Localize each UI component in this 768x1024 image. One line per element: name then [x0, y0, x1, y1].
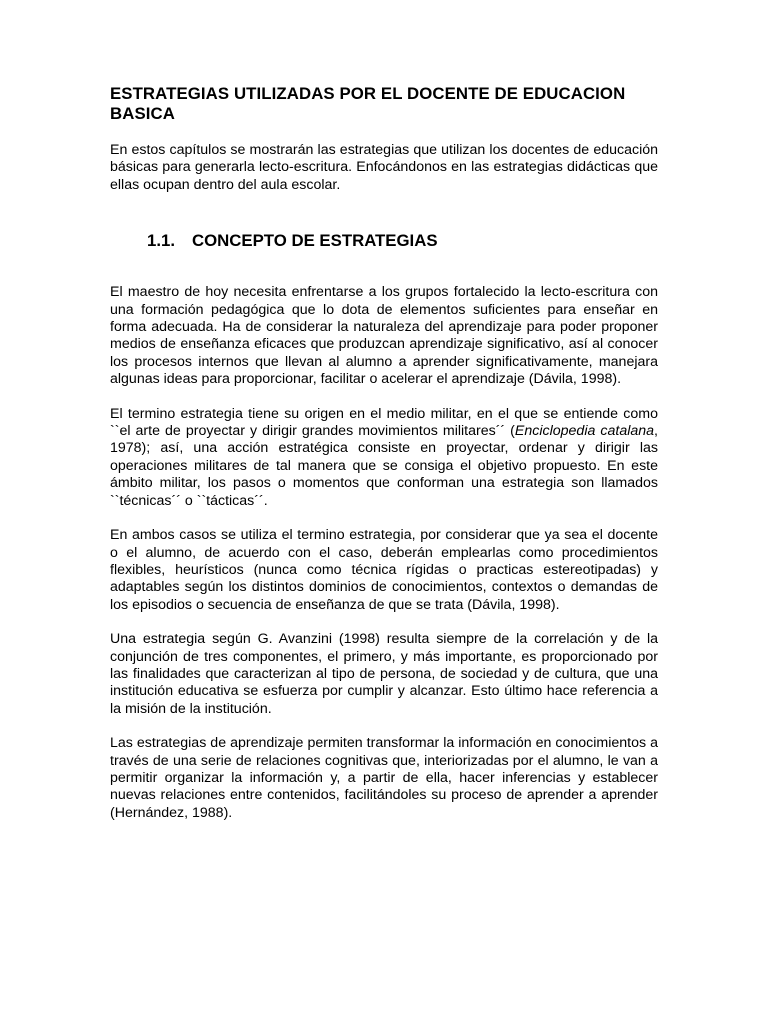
document-body — [110, 84, 658, 822]
paragraph-1: El maestro de hoy necesita enfrentarse a los grupos fortalecido la lecto-escritura con una formación pedagógica que lo dota de elementos suficientes para enseñar en forma adecuada. Ha de considerar la naturaleza del aprendizaje para poder proponer medios de enseñanza eficaces que produzcan aprendizaje significativo, así al conocer los procesos internos que llevan al alumno a aprender significativamente, manejara algunas ideas para proporcionar, facilitar o acelerar el aprendizaje (Dávila, 1998). — [110, 284, 658, 388]
page-title: ESTRATEGIAS UTILIZADAS POR EL DOCENTE DE EDUCACION BASICA — [110, 84, 626, 123]
section-title: CONCEPTO DE ESTRATEGIAS — [192, 231, 438, 251]
paragraph-2-citation: Enciclopedia catalana — [514, 423, 655, 440]
paragraph-5: Las estrategias de aprendizaje permiten transformar la información en conocimientos a través de una serie de relaciones cognitivas que, interiorizadas por el alumno, le van a permitir organizar la información y, a partir de ella, hacer inferencias y establecer nuevas relaciones entre contenidos, facilitándoles su proceso de aprender a aprender (Hernández, 1988). — [110, 735, 658, 821]
paragraph-4: Una estrategia según G. Avanzini (1998) resulta siempre de la correlación y de la conjunción de tres componentes, el primero, y más importante, es proporcionado por las finalidades que caracterizan al tipo de persona, de sociedad y de cultura, que una institución educativa se esfuerza por cumplir y alcanzar. Esto último hace referencia a la misión de la institución. — [110, 631, 658, 717]
section-heading — [147, 231, 658, 251]
paragraph-3: En ambos casos se utiliza el termino estrategia, por considerar que ya sea el docente o el alumno, de acuerdo con el caso, deberán emplearlas como procedimientos flexibles, heurísticos (nunca como técnica rígidas o practicas estereotipadas) y adaptables según los distintos dominios de conocimientos, contextos o demandas de los episodios o secuencia de enseñanza de que se trata (Dávila, 1998). — [110, 527, 658, 613]
paragraph-2-text-start: El termino estrategia tiene su origen en el medio militar, en el que se entiende como ``el arte de proyectar y dirigir grandes movimientos militares´´ ( — [110, 405, 658, 440]
paragraph-2 — [110, 406, 658, 510]
section-number: 1.1. — [147, 231, 175, 251]
intro-paragraph: En estos capítulos se mostrarán las estrategias que utilizan los docentes de educación básicas para generarla lecto-escritura. Enfocándonos en las estrategias didácticas que ellas ocupan dentro del aula escolar. — [110, 142, 658, 193]
paragraph-2-text-end: , 1978); así, una acción estratégica consiste en proyectar, ordenar y dirigir las operaciones militares de tal manera que se consiga el objetivo propuesto. En este ámbito militar, los pasos o momentos que conforman una estrategia son llamados ``técnicas´´ o ``tácticas´´. — [110, 423, 658, 509]
